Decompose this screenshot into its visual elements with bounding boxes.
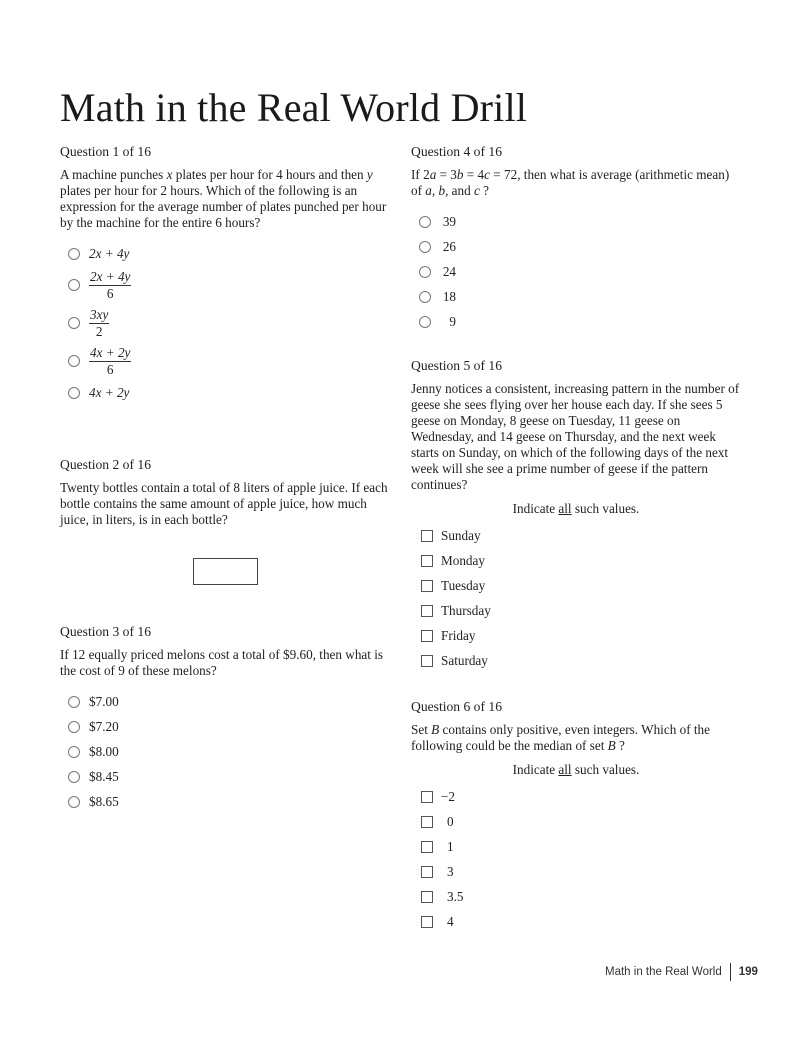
answer-option[interactable]: 26 [411,234,741,259]
answer-option[interactable]: 2x + 4y [60,241,390,266]
radio-button[interactable] [68,317,80,329]
checkbox[interactable] [421,916,433,928]
question-1 [60,144,390,405]
answer-option[interactable]: 18 [411,284,741,309]
answer-options [411,209,741,334]
question-text: Set B contains only positive, even integers. Which of the following could be the median of set B ? [411,722,710,753]
question-text: Twenty bottles contain a total of 8 liters of apple juice. If each bottle contains the same amount of apple juice, how much juice, in liters, is in each bottle? [60,480,388,527]
radio-button[interactable] [68,746,80,758]
answer-option[interactable]: 9 [411,309,741,334]
answer-option[interactable]: $8.45 [60,764,390,789]
answer-option[interactable] [60,266,390,304]
question-text: If 12 equally priced melons cost a total of $9.60, then what is the cost of 9 of these melons? [60,647,384,678]
radio-button[interactable] [419,241,431,253]
footer-section-title: Math in the Real World [605,966,722,978]
radio-button[interactable] [68,796,80,808]
checkbox[interactable] [421,841,433,853]
radio-button[interactable] [419,291,431,303]
question-label: Question 4 of 16 [411,144,502,159]
instruction-text: Indicate all such values. [512,762,640,777]
answer-option[interactable]: −2 [411,784,741,809]
answer-options [60,241,390,405]
answer-option[interactable]: 3 [411,859,741,884]
question-5 [411,358,741,673]
checkbox[interactable] [421,655,433,667]
question-text: Jenny notices a consistent, increasing pattern in the number of geese she sees flying over her house each day. If she sees 5 geese on Monday, 8 geese on Tuesday, 11 geese on Wednesday, and 14 geese on Thursday, and the next week starts on Sunday, on which of the following days of the next week will she see a prime number of geese if the pattern continues? [411,381,740,492]
answer-options [411,523,741,673]
answer-option[interactable]: Monday [411,548,741,573]
instruction-text: Indicate all such values. [512,501,640,516]
radio-button[interactable] [68,696,80,708]
radio-button[interactable] [419,266,431,278]
checkbox[interactable] [421,791,433,803]
answer-options [60,689,390,814]
question-text: A machine punches x plates per hour for 4 hours and then y plates per hour for 2 hours. Which of the following is an expression for the average number of plates punched per hour by the machine for the entire 6 hours? [60,167,387,230]
question-label: Question 5 of 16 [411,358,502,373]
radio-button[interactable] [68,248,80,260]
numeric-answer-input[interactable] [193,558,258,585]
radio-button[interactable] [68,387,80,399]
page-number: 199 [738,966,758,978]
answer-options [411,784,741,934]
answer-option[interactable]: 4 [411,909,741,934]
checkbox[interactable] [421,630,433,642]
answer-option[interactable]: $7.20 [60,714,390,739]
answer-option[interactable]: Tuesday [411,573,741,598]
question-6 [411,699,741,934]
answer-option[interactable] [60,342,390,380]
radio-button[interactable] [68,279,80,291]
checkbox[interactable] [421,891,433,903]
answer-option[interactable]: 1 [411,834,741,859]
checkbox[interactable] [421,605,433,617]
question-label: Question 1 of 16 [60,144,151,159]
answer-option[interactable] [60,304,390,342]
fraction: $\frac{3xy}{2}$ [90,307,109,339]
question-4 [411,144,741,334]
answer-option[interactable]: Saturday [411,648,741,673]
answer-option[interactable]: $7.00 [60,689,390,714]
radio-button[interactable] [68,771,80,783]
question-label: Question 3 of 16 [60,624,151,639]
radio-button[interactable] [419,316,431,328]
answer-option[interactable]: $8.65 [60,789,390,814]
answer-option[interactable]: Sunday [411,523,741,548]
checkbox[interactable] [421,555,433,567]
answer-option[interactable]: 0 [411,809,741,834]
question-label: Question 6 of 16 [411,699,502,714]
fraction: $\frac{4x + 2y}{6}$ [90,345,131,377]
answer-option[interactable]: 4x + 2y [60,380,390,405]
fraction: $\frac{2x + 4y}{6}$ [90,269,131,301]
page-title: Math in the Real World Drill [60,85,528,130]
page-footer [605,963,758,981]
radio-button[interactable] [419,216,431,228]
radio-button[interactable] [68,721,80,733]
checkbox[interactable] [421,530,433,542]
question-label: Question 2 of 16 [60,457,151,472]
footer-divider [730,963,731,981]
answer-option[interactable]: 3.5 [411,884,741,909]
radio-button[interactable] [68,355,80,367]
question-3 [60,624,390,814]
question-2 [60,457,390,528]
question-text: If 2a = 3b = 4c = 72, then what is average (arithmetic mean) of a, b, and c ? [411,167,730,198]
answer-option[interactable]: Thursday [411,598,741,623]
checkbox[interactable] [421,866,433,878]
checkbox[interactable] [421,580,433,592]
answer-option[interactable]: $8.00 [60,739,390,764]
answer-option[interactable]: 39 [411,209,741,234]
answer-option[interactable]: Friday [411,623,741,648]
checkbox[interactable] [421,816,433,828]
answer-option[interactable]: 24 [411,259,741,284]
